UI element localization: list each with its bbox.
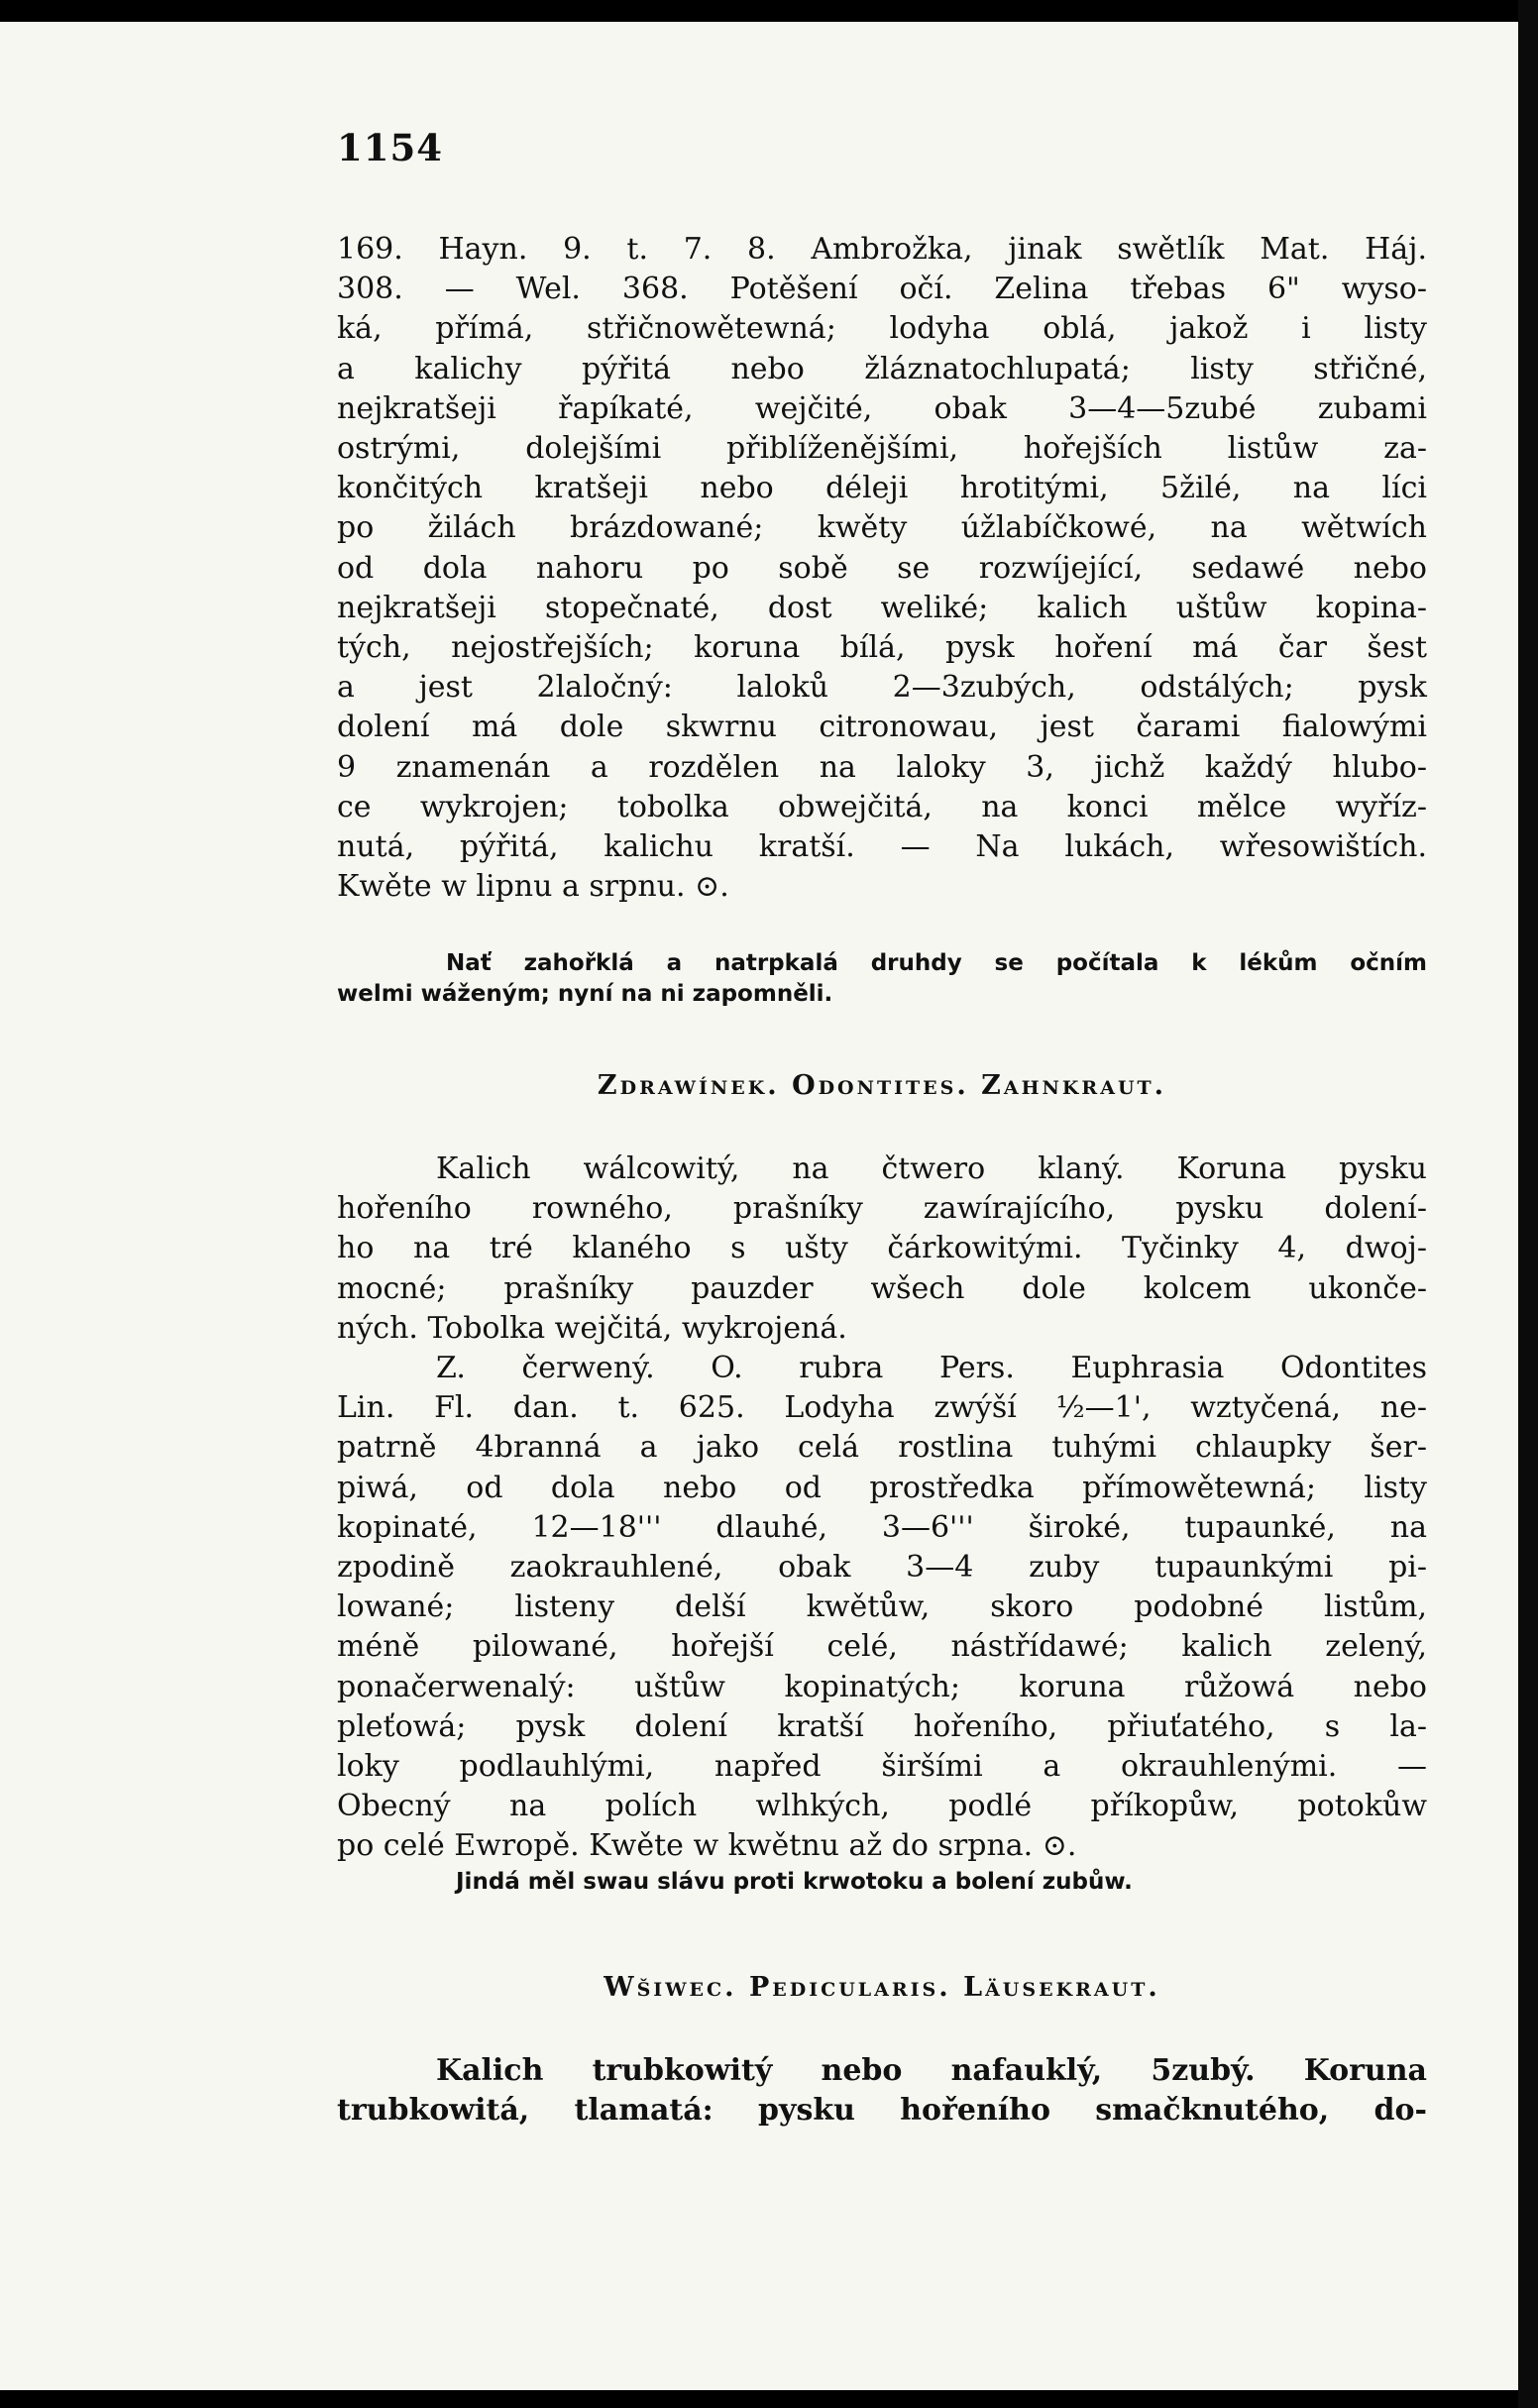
genus-heading-odontites: Zdrawínek. Odontites. Zahnkraut.: [597, 1070, 1167, 1101]
text-line: kopinaté, 12—18''' dlauhé, 3—6''' široké, tupaunké, na: [337, 1509, 1427, 1545]
book-page: [0, 22, 1518, 2390]
genus-description-odontites: [337, 1149, 1427, 1349]
text-line: Z. čerwený. O. rubra Pers. Euphrasia Odontites: [436, 1351, 1427, 1385]
text-line: po žilách brázdowané; kwěty úžlabíčkowé, na wětwích: [337, 510, 1427, 546]
text-line: hořeního rowného, prašníky zawírajícího, pysku dolení-: [337, 1191, 1427, 1227]
text-line: Kwěte w lipnu a srpnu. ⊙.: [337, 869, 729, 905]
text-line: dolení má dole skwrnu citronowau, jest čarami fialowými: [337, 710, 1427, 745]
text-line: nejkratšeji stopečnaté, dost weliké; kalich uštůw kopina-: [337, 590, 1427, 625]
species-odontites-rubra: [337, 1349, 1427, 1867]
text-line: Obecný na polích wlhkých, podlé příkopůw, potokůw: [337, 1789, 1427, 1824]
page-number: 1154: [337, 126, 443, 169]
text-line: patrně 4branná a jako celá rostlina tuhými chlaupky šer-: [337, 1430, 1427, 1466]
text-line: loky podlauhlými, napřed širšími a okrauhlenými. —: [337, 1749, 1427, 1785]
text-line: Lin. Fl. dan. t. 625. Lodyha zwýší ½—1', wztyčená, ne-: [337, 1390, 1427, 1426]
text-line: ponačerwenalý: uštůw kopinatých; koruna růžowá nebo: [337, 1669, 1427, 1704]
text-line: 169. Hayn. 9. t. 7. 8. Ambrožka, jinak swětlík Mat. Háj.: [337, 232, 1427, 267]
text-line: Kalich trubkowitý nebo nafauklý, 5zubý. Koruna: [436, 2053, 1427, 2088]
text-line: piwá, od dola nebo od prostředka přímowětewná; listy: [337, 1470, 1427, 1505]
text-line: ostrými, dolejšími přiblíženějšími, hořejších listůw za-: [337, 431, 1427, 467]
text-line: a kalichy pýřitá nebo žláznatochlupatá; listy střičné,: [337, 351, 1427, 386]
text-line: tých, nejostřejších; koruna bílá, pysk hoření má čar šest: [337, 630, 1427, 666]
text-line: lowané; listeny delší kwětůw, skoro podobné listům,: [337, 1589, 1427, 1625]
text-line: 308. — Wel. 368. Potěšení očí. Zelina třebas 6" wyso-: [337, 272, 1427, 307]
text-line: a jest 2laločný: laloků 2—3zubých, odstálých; pysk: [337, 670, 1427, 706]
scan-edge: [1518, 0, 1538, 2408]
text-line: Kalich wálcowitý, na čtwero klaný. Koruna pysku: [436, 1151, 1427, 1186]
text-line: méně pilowané, hořejší celé, nástřídawé; kalich zelený,: [337, 1629, 1427, 1665]
text-line: ných. Tobolka wejčitá, wykrojená.: [337, 1310, 847, 1346]
note-odontites: [337, 1867, 1427, 1898]
text-line: ce wykrojen; tobolka obwejčitá, na konci mělce wyříz-: [337, 789, 1427, 824]
genus-description-pedicularis: [337, 2051, 1427, 2131]
text-line: nutá, pýřitá, kalichu kratší. — Na lukách, wřesowištích.: [337, 829, 1427, 865]
entry-ambrozka-text: [337, 230, 1427, 907]
note-ambrozka: [337, 948, 1427, 1010]
note-line: Nať zahořklá a natrpkalá druhdy se počítala k lékům očním: [446, 950, 1427, 976]
text-line: nejkratšeji řapíkaté, wejčité, obak 3—4—5zubé zubami: [337, 390, 1427, 426]
genus-heading-pedicularis: Wšiwec. Pedicularis. Läusekraut.: [604, 1972, 1160, 2003]
text-line: pleťowá; pysk dolení kratší hořeního, přiuťatého, s la-: [337, 1708, 1427, 1744]
note-line: welmi wáženým; nyní na ni zapomněli.: [337, 981, 833, 1007]
text-line: zpodině zaokrauhlené, obak 3—4 zuby tupaunkými pi-: [337, 1550, 1427, 1586]
text-line: 9 znamenán a rozdělen na laloky 3, jichž každý hlubo-: [337, 749, 1427, 785]
text-line: od dola nahoru po sobě se rozwíjející, sedawé nebo: [337, 550, 1427, 586]
text-line: končitých kratšeji nebo déleji hrotitými, 5žilé, na líci: [337, 471, 1427, 506]
text-line: mocné; prašníky pauzder wšech dole kolcem ukonče-: [337, 1270, 1427, 1306]
text-line: po celé Ewropě. Kwěte w kwětnu až do srpna. ⊙.: [337, 1828, 1077, 1864]
text-line: trubkowitá, tlamatá: pysku hořeního smačknutého, do-: [337, 2093, 1427, 2129]
text-line: ho na tré klaného s ušty čárkowitými. Tyčinky 4, dwoj-: [337, 1231, 1427, 1266]
text-line: ká, přímá, střičnowětewná; lodyha oblá, jakož i listy: [337, 311, 1427, 347]
note-line: Jindá měl swau slávu proti krwotoku a bolení zubůw.: [456, 1869, 1133, 1895]
